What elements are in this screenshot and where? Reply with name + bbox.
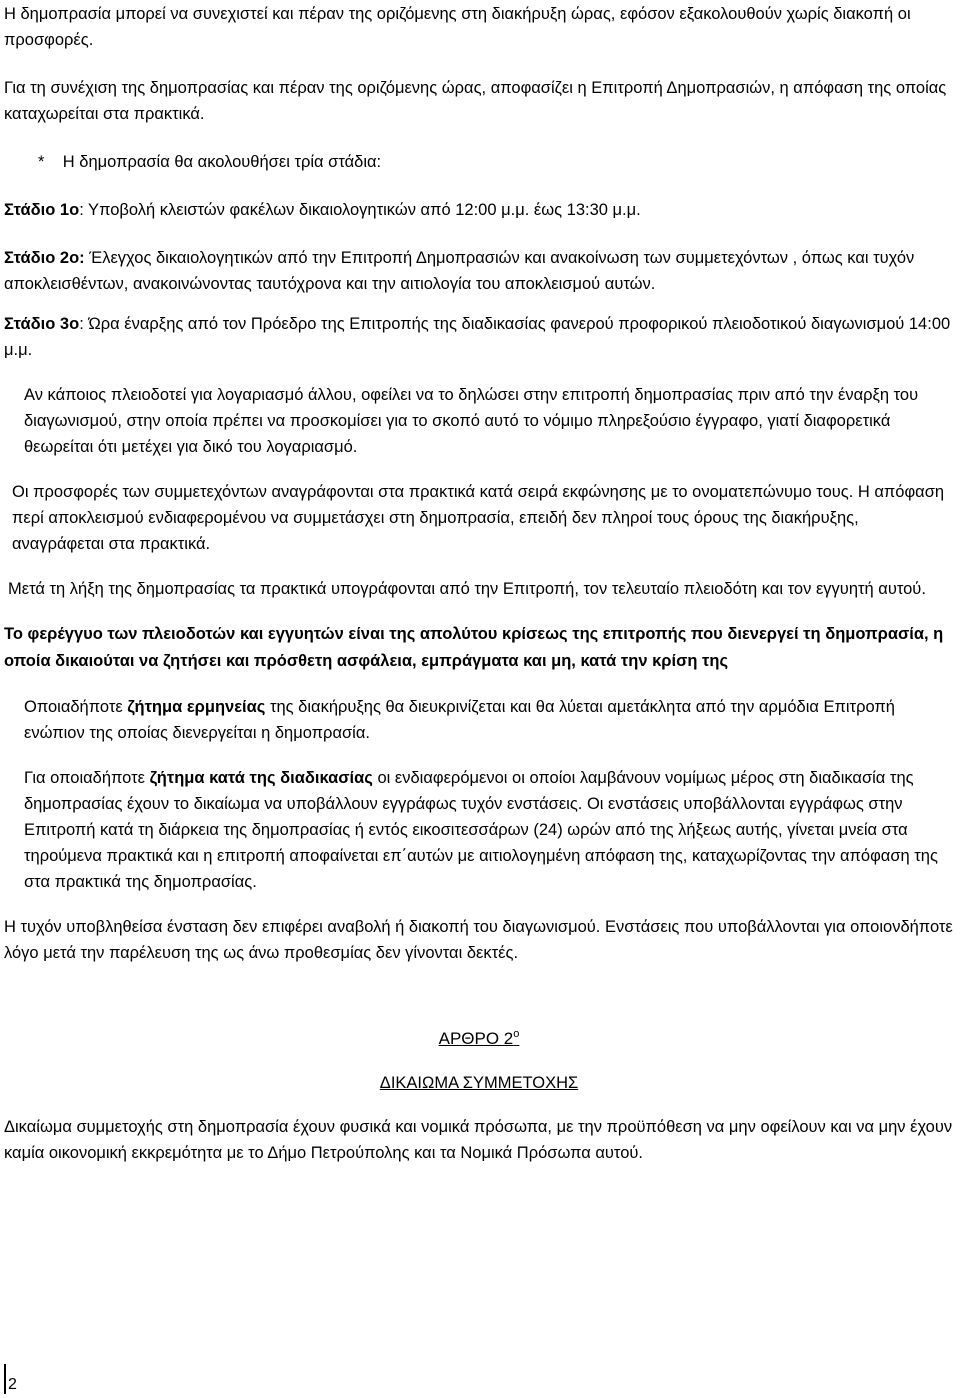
page-margin-bar	[4, 1364, 6, 1394]
paragraph-solvency: Το φερέγγυο των πλειοδοτών και εγγυητών είναι της απολύτου κρίσεως της επιτροπής που διενεργεί τη δημοπρασία, η οποία δικαιούται να ζητήσει και πρόσθετη ασφάλεια, εμπράγματα και μη, κατά την κρίση της	[4, 625, 944, 670]
paragraph-stage-3	[4, 311, 954, 363]
page-number: 2	[8, 1376, 17, 1393]
stage-1-label: Στάδιο 1ο	[4, 201, 80, 219]
article-subtitle-text: ΔΙΚΑΙΩΜΑ ΣΥΜΜΕΤΟΧΗΣ	[379, 1074, 579, 1092]
paragraph-objection-effect: Η τυχόν υποβληθείσα ένσταση δεν επιφέρει αναβολή ή διακοπή του διαγωνισμού. Ενστάσεις που υποβάλλονται για οποιονδήποτε λόγο μετά την παρέλευση της ως άνω προθεσμίας δεν γίνονται δεκτές.	[4, 918, 953, 962]
article-title-text: ΑΡΘΡΟ 2	[438, 1029, 514, 1048]
stage-2-label: Στάδιο 2ο:	[4, 249, 85, 267]
paragraph-stage-1	[4, 197, 954, 223]
stage-3-label: Στάδιο 3ο	[4, 315, 80, 333]
interpretation-text-start: Οποιαδήποτε	[24, 698, 128, 716]
paragraph-auction-continuation: Η δημοπρασία μπορεί να συνεχιστεί και πέραν της οριζόμενης στη διακήρυξη ώρας, εφόσον εξακολουθούν χωρίς διακοπή οι προσφορές.	[4, 5, 911, 49]
article-title-superscript: ο	[513, 1028, 520, 1040]
paragraph-proxy-bidder: Αν κάποιος πλειοδοτεί για λογαριασμό άλλου, οφείλει να το δηλώσει στην επιτροπή δημοπρασίας πριν από την έναρξη του διαγωνισμού, στην οποία πρέπει να προσκομίσει για το σκοπό αυτό το νόμιμο πληρεξούσιο έγγραφο, γιατί διαφορετικά θεωρείται ότι μετέχει για δικό του λογαριασμό.	[24, 386, 919, 456]
document-page	[4, 1, 954, 1166]
interpretation-emphasis: ζήτημα ερμηνείας	[127, 698, 266, 716]
stage-1-text: : Υποβολή κλειστών φακέλων δικαιολογητικών από 12:00 μ.μ. έως 13:30 μ.μ.	[79, 201, 641, 219]
procedure-text-start: Για οποιαδήποτε	[24, 769, 150, 787]
paragraph-continuation-decision: Για τη συνέχιση της δημοπρασίας και πέραν της οριζόμενης ώρας, αποφασίζει η Επιτροπή Δημοπρασιών, η απόφαση της οποίας καταχωρείται στα πρακτικά.	[4, 79, 947, 123]
interpretation-text-end: της διακήρυξης θα διευκρινίζεται και θα λύεται αμετάκλητα από την αρμόδια Επιτροπή ενώπιον της οποίας διενεργείται η δημοπρασία.	[24, 698, 895, 742]
paragraph-interpretation	[4, 694, 954, 746]
procedure-text-end: οι ενδιαφερόμενοι οι οποίοι λαμβάνουν νομίμως μέρος στη διαδικασία της δημοπρασίας έχουν το δικαίωμα να υποβάλλουν εγγράφως τυχόν ενστάσεις. Οι ενστάσεις υποβάλλονται εγγράφως στην Επιτροπή κατά τη διάρκεια της δημοπρασίας ή εντός εικοσιτεσσάρων (24) ωρών από της λήξεως αυτής, γίνεται μνεία στα τηρούμενα πρακτικά και η επιτροπή αποφαίνεται επ΄αυτών με αιτιολογημένη απόφαση της, καταχωρίζοντας την απόφαση της στα πρακτικά της δημοπρασίας.	[24, 769, 938, 891]
paragraph-stages-intro: * Η δημοπρασία θα ακολουθήσει τρία στάδια:	[38, 153, 382, 171]
procedure-emphasis: ζήτημα κατά της διαδικασίας	[149, 769, 373, 787]
stage-2-text: Έλεγχος δικαιολογητικών από την Επιτροπή Δημοπρασιών και ανακοίνωση των συμμετεχόντων , όπως και τυχόν αποκλεισθέντων, ανακοινώνοντας ταυτόχρονα και την αιτιολογία του αποκλεισμού αυτών.	[4, 249, 915, 293]
paragraph-participation-right: Δικαίωμα συμμετοχής στη δημοπρασία έχουν φυσικά και νομικά πρόσωπα, με την προϋπόθεση να μην οφείλουν και να μην έχουν καμία οικονομική εκκρεμότητα με το Δήμο Πετρούπολης και τα Νομικά Πρόσωπα αυτού.	[4, 1118, 953, 1162]
paragraph-offers-recorded: Οι προσφορές των συμμετεχόντων αναγράφονται στα πρακτικά κατά σειρά εκφώνησης με το ονοματεπώνυμο τους. Η απόφαση περί αποκλεισμού ενδιαφερομένου να συμμετάσχει στη δημοπρασία, επειδή δεν πληροί τους όρους της διακήρυξης, αναγράφεται στα πρακτικά.	[12, 483, 945, 553]
paragraph-stage-2	[4, 245, 954, 297]
article-title	[4, 1026, 954, 1052]
stage-3-text: : Ώρα έναρξης από τον Πρόεδρο της Επιτροπής της διαδικασίας φανερού προφορικού πλειοδοτικού διαγωνισμού 14:00 μ.μ.	[4, 315, 951, 359]
paragraph-procedure-objections	[4, 765, 954, 895]
article-subtitle	[4, 1070, 954, 1096]
paragraph-minutes-signed: Μετά τη λήξη της δημοπρασίας τα πρακτικά υπογράφονται από την Επιτροπή, τον τελευταίο πλειοδότη και τον εγγυητή αυτού.	[8, 580, 926, 598]
